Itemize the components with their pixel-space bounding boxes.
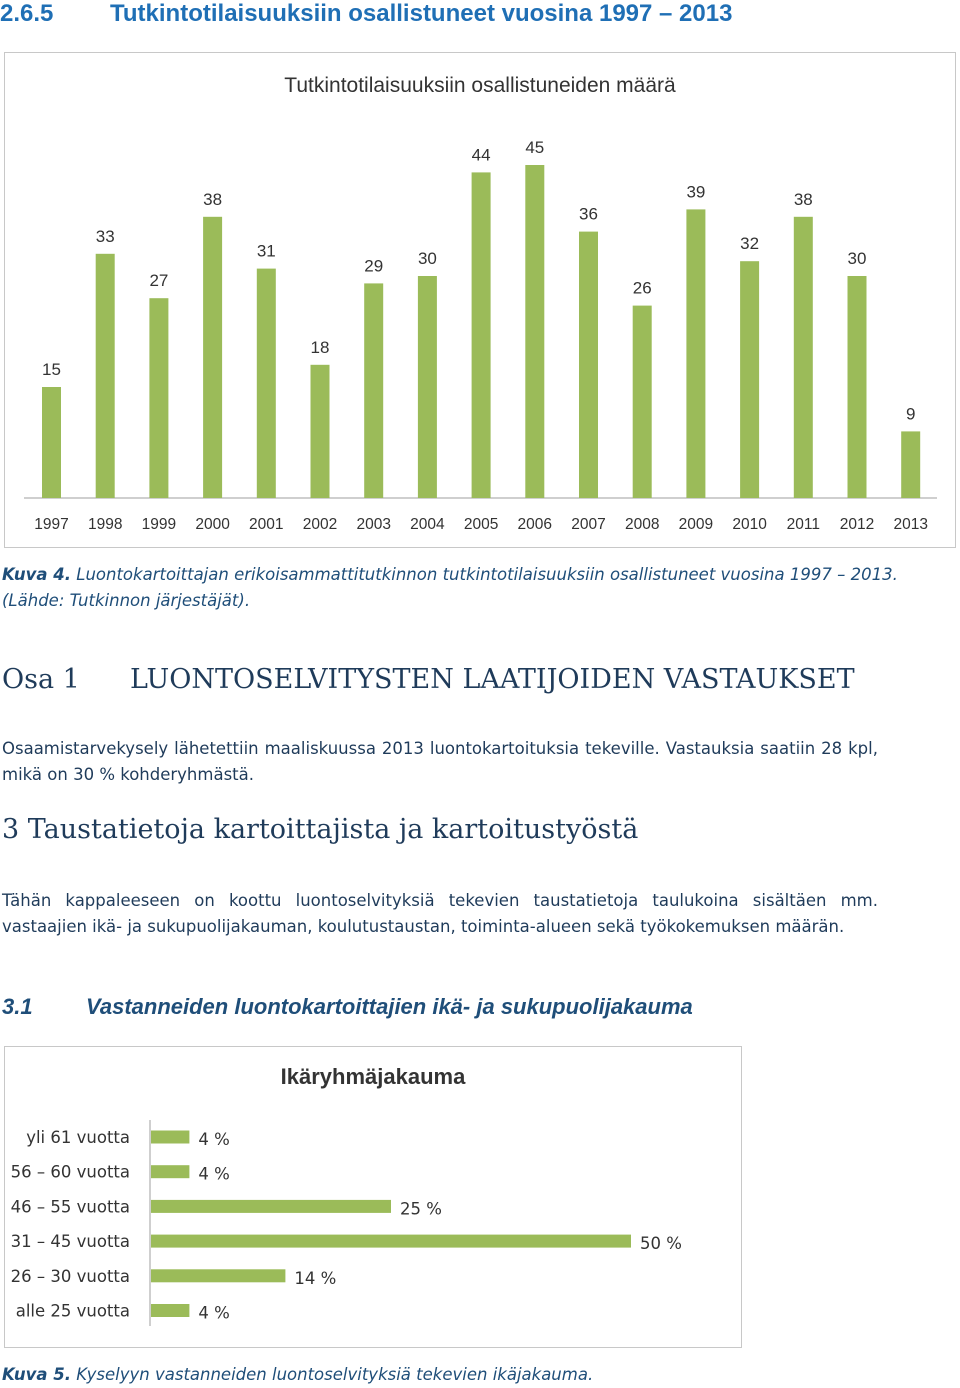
data-label-2007: 36 xyxy=(579,204,598,224)
bar-age-4 xyxy=(151,1269,285,1282)
data-label-2010: 32 xyxy=(740,234,760,254)
figure5-caption xyxy=(2,1362,902,1388)
tick-label-2004: 2004 xyxy=(410,516,445,533)
data-label-1997: 15 xyxy=(42,360,61,379)
bar-age-2 xyxy=(151,1200,391,1213)
data-label-2012: 30 xyxy=(847,249,867,268)
data-label-2003: 29 xyxy=(364,256,384,276)
category-label-2: 46 – 55 vuotta xyxy=(10,1197,130,1217)
data-label-1998: 33 xyxy=(95,226,115,246)
tick-label-2001: 2001 xyxy=(249,516,284,533)
tick-label-2000: 2000 xyxy=(195,516,230,533)
bar-age-1 xyxy=(151,1165,189,1178)
category-label-5: alle 25 vuotta xyxy=(15,1301,130,1321)
tick-label-1999: 1999 xyxy=(141,516,177,533)
data-label-age-2: 25 % xyxy=(400,1199,442,1219)
data-label-2002: 18 xyxy=(310,337,330,357)
chart-age-title: Ikäryhmäjakauma xyxy=(280,1064,466,1089)
paragraph-background: Tähän kappaleeseen on koottu luontoselvityksiä tekevien taustatietoja taulukoina sisältäen mm. vastaajien ikä- ja sukupuolijakauman, koulutustaustan, toiminta-alueen sekä työkokemuksen määrän. xyxy=(2,891,878,936)
category-label-0: yli 61 vuotta xyxy=(26,1128,130,1147)
tick-label-2005: 2005 xyxy=(463,516,499,533)
part-label: Osa 1 xyxy=(2,664,80,695)
data-label-age-5: 4 % xyxy=(198,1303,230,1323)
data-label-2011: 38 xyxy=(793,189,813,209)
tick-label-1997: 1997 xyxy=(34,516,69,533)
data-label-2013: 9 xyxy=(905,404,916,424)
paragraph-survey: Osaamistarvekysely lähetettiin maaliskuussa 2013 luontokartoituksia tekeville. Vastauksia saatiin 28 kpl, mikä on 30 % kohderyhmästä. xyxy=(2,739,878,784)
tick-label-2013: 2013 xyxy=(893,516,928,533)
bar-age-5 xyxy=(151,1304,189,1317)
chart-participants-title: Tutkintotilaisuuksiin osallistuneiden määrä xyxy=(284,74,676,97)
tick-label-2011: 2011 xyxy=(786,516,820,533)
tick-label-2012: 2012 xyxy=(839,516,875,533)
data-label-age-3: 50 % xyxy=(640,1234,682,1254)
figure5-caption-text: Kyselyyn vastanneiden luontoselvityksiä tekevien ikäjakauma. xyxy=(71,1365,594,1384)
category-label-4: 26 – 30 vuotta xyxy=(10,1266,130,1286)
tick-label-1998: 1998 xyxy=(87,516,123,533)
figure4-caption-text: Luontokartoittajan erikoisammattitutkinnon tutkintotilaisuuksiin osallistuneet vuosina 1997 – 2013. (Lähde: Tutkinnon järjestäjät). xyxy=(2,565,898,610)
data-label-age-0: 4 % xyxy=(198,1130,230,1149)
data-label-2009: 39 xyxy=(686,182,706,202)
tick-label-2010: 2010 xyxy=(732,516,767,533)
data-label-2001: 31 xyxy=(256,241,276,261)
tick-label-2007: 2007 xyxy=(571,516,606,533)
tick-label-2006: 2006 xyxy=(517,516,553,533)
data-label-age-4: 14 % xyxy=(294,1268,337,1288)
tick-label-2009: 2009 xyxy=(678,516,714,533)
subsection-number: 3.1 xyxy=(2,994,33,1019)
data-label-2004: 30 xyxy=(417,249,437,268)
data-label-2000: 38 xyxy=(203,189,223,209)
category-label-3: 31 – 45 vuotta xyxy=(10,1232,130,1252)
bar-age-0 xyxy=(151,1131,189,1144)
section-number: 2.6.5 xyxy=(0,0,54,27)
part-title: LUONTOSELVITYSTEN LAATIJOIDEN VASTAUKSET xyxy=(130,664,855,695)
section3-heading: 3 Taustatietoja kartoittajista ja kartoitustyöstä xyxy=(2,814,639,845)
category-label-1: 56 – 60 vuotta xyxy=(10,1162,130,1182)
data-label-1999: 27 xyxy=(149,271,169,291)
figure5-caption-label: Kuva 5. xyxy=(2,1365,72,1384)
data-label-2005: 44 xyxy=(471,145,491,165)
figure4-caption-label: Kuva 4. xyxy=(2,565,72,584)
data-label-2008: 26 xyxy=(632,278,652,298)
subsection-title: Vastanneiden luontokartoittajien ikä- ja sukupuolijakauma xyxy=(86,994,693,1019)
bar-age-3 xyxy=(151,1235,631,1248)
tick-label-2003: 2003 xyxy=(356,516,391,533)
data-label-age-1: 4 % xyxy=(198,1164,230,1184)
data-label-2006: 45 xyxy=(525,138,545,157)
tick-label-2008: 2008 xyxy=(624,516,660,533)
section-title: Tutkintotilaisuuksiin osallistuneet vuosina 1997 – 2013 xyxy=(110,0,733,27)
tick-label-2002: 2002 xyxy=(302,516,338,533)
